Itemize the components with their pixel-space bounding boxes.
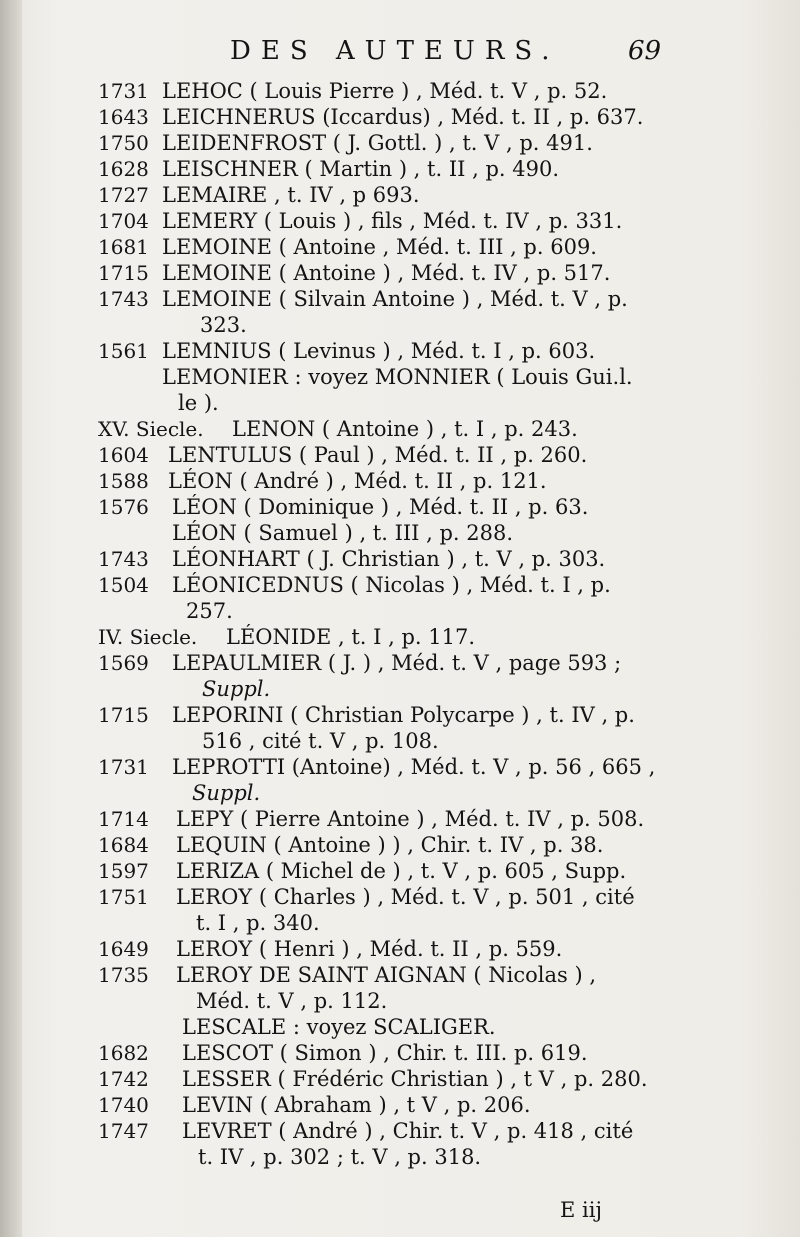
index-entry	[0, 962, 800, 988]
entry-text: LEICHNERUS (Iccardus) , Méd. t. II , p. 637.	[162, 105, 644, 129]
entry-text: LEPORINI ( Christian Polycarpe ) , t. IV , p.	[172, 703, 635, 727]
entry-year: 1649	[98, 937, 149, 961]
index-entry	[0, 364, 800, 390]
entry-year: 1576	[98, 495, 149, 519]
entry-year: IV. Siecle.	[98, 625, 198, 649]
index-entry	[0, 832, 800, 858]
entry-text: LEISCHNER ( Martin ) , t. II , p. 490.	[162, 157, 559, 181]
entry-year: 1731	[98, 79, 149, 103]
index-entry	[0, 728, 800, 754]
index-entry	[0, 1014, 800, 1040]
index-entry	[0, 390, 800, 416]
entry-text: LÉONIDE , t. I , p. 117.	[226, 625, 476, 649]
entry-year: 1561	[98, 339, 149, 363]
entry-year: 1735	[98, 963, 149, 987]
index-entry	[0, 546, 800, 572]
entry-text: LESCALE : voyez SCALIGER.	[182, 1015, 496, 1039]
entry-year: 1743	[98, 287, 149, 311]
entry-text: LESSER ( Frédéric Christian ) , t V , p. 280.	[182, 1067, 648, 1091]
entry-text: LENTULUS ( Paul ) , Méd. t. II , p. 260.	[168, 443, 588, 467]
entry-text: LEPROTTI (Antoine) , Méd. t. V , p. 56 , 665 ,	[172, 755, 656, 779]
index-entry	[0, 260, 800, 286]
entry-text: LÉONICEDNUS ( Nicolas ) , Méd. t. I , p.	[172, 573, 611, 597]
index-entry	[0, 988, 800, 1014]
entry-text: LEMONIER : voyez MONNIER ( Louis Gui.l.	[162, 365, 633, 389]
entry-year: 1628	[98, 157, 149, 181]
entry-year: 1604	[98, 443, 149, 467]
index-entry	[0, 1066, 800, 1092]
index-entry	[0, 468, 800, 494]
entry-text: LEROY DE SAINT AIGNAN ( Nicolas ) ,	[176, 963, 597, 987]
entry-year: 1751	[98, 885, 149, 909]
index-entry	[0, 338, 800, 364]
index-entry	[0, 858, 800, 884]
entry-text: Suppl.	[192, 781, 261, 805]
index-entry	[0, 1118, 800, 1144]
entry-text: LEMOINE ( Antoine ) , Méd. t. IV , p. 517.	[162, 261, 611, 285]
page-header	[0, 36, 800, 72]
index-entry	[0, 702, 800, 728]
entry-year: 1742	[98, 1067, 149, 1091]
entry-text: LEMNIUS ( Levinus ) , Méd. t. I , p. 603.	[162, 339, 596, 363]
entry-year: 1740	[98, 1093, 149, 1117]
index-entry	[0, 1040, 800, 1066]
index-entry	[0, 884, 800, 910]
index-entry	[0, 312, 800, 338]
entry-text: Méd. t. V , p. 112.	[196, 989, 388, 1013]
entry-text: LÉON ( André ) , Méd. t. II , p. 121.	[168, 469, 547, 493]
entry-text: t. IV , p. 302 ; t. V , p. 318.	[198, 1145, 482, 1169]
index-entry	[0, 806, 800, 832]
index-entry	[0, 130, 800, 156]
running-title: DES AUTEURS.	[230, 36, 560, 66]
page-number: 69	[628, 36, 662, 66]
index-entry	[0, 676, 800, 702]
index-entry	[0, 910, 800, 936]
entry-text: LEPY ( Pierre Antoine ) , Méd. t. IV , p. 508.	[176, 807, 645, 831]
index-entry	[0, 104, 800, 130]
entry-text: LEMAIRE , t. IV , p 693.	[162, 183, 420, 207]
index-entry	[0, 1092, 800, 1118]
entry-text: LERIZA ( Michel de ) , t. V , p. 605 , Supp.	[176, 859, 627, 883]
entry-text: Suppl.	[202, 677, 271, 701]
entry-year: 1684	[98, 833, 149, 857]
index-entry	[0, 286, 800, 312]
index-entry	[0, 520, 800, 546]
entry-year: 1682	[98, 1041, 149, 1065]
entry-year: 1747	[98, 1119, 149, 1143]
entry-year: 1750	[98, 131, 149, 155]
entry-text: LENON ( Antoine ) , t. I , p. 243.	[232, 417, 578, 441]
entry-text: LEROY ( Henri ) , Méd. t. II , p. 559.	[176, 937, 563, 961]
index-entry	[0, 780, 800, 806]
index-entry	[0, 182, 800, 208]
index-entry	[0, 78, 800, 104]
index-entry	[0, 156, 800, 182]
entry-year: 1597	[98, 859, 149, 883]
entry-text: LEROY ( Charles ) , Méd. t. V , p. 501 , cité	[176, 885, 635, 909]
index-entry	[0, 416, 800, 442]
entry-text: LEMERY ( Louis ) , fils , Méd. t. IV , p. 331.	[162, 209, 623, 233]
entry-year: 1704	[98, 209, 149, 233]
index-entry	[0, 754, 800, 780]
entry-year: 1643	[98, 105, 149, 129]
index-entry	[0, 442, 800, 468]
entry-text: 516 , cité t. V , p. 108.	[202, 729, 439, 753]
entry-year: 1715	[98, 261, 149, 285]
entry-year: 1727	[98, 183, 149, 207]
entry-text: 323.	[200, 313, 247, 337]
entry-text: LÉON ( Samuel ) , t. III , p. 288.	[172, 521, 514, 545]
entry-text: LEVIN ( Abraham ) , t V , p. 206.	[182, 1093, 531, 1117]
index-entry	[0, 234, 800, 260]
entry-year: 1681	[98, 235, 149, 259]
entry-text: LEMOINE ( Silvain Antoine ) , Méd. t. V , p.	[162, 287, 628, 311]
entry-year: 1731	[98, 755, 149, 779]
entry-text: LEQUIN ( Antoine ) ) , Chir. t. IV , p. 38.	[176, 833, 604, 857]
index-entry	[0, 936, 800, 962]
entry-year: 1715	[98, 703, 149, 727]
entry-text: LEPAULMIER ( J. ) , Méd. t. V , page 593 ;	[172, 651, 622, 675]
entry-text: LEVRET ( André ) , Chir. t. V , p. 418 , cité	[182, 1119, 634, 1143]
entry-text: 257.	[186, 599, 233, 623]
entry-text: LEMOINE ( Antoine , Méd. t. III , p. 609.	[162, 235, 597, 259]
index-entry	[0, 494, 800, 520]
signature-mark: E iij	[560, 1198, 602, 1222]
index-entry	[0, 1144, 800, 1170]
entry-year: 1714	[98, 807, 149, 831]
entry-text: le ).	[178, 391, 219, 415]
index-entry	[0, 208, 800, 234]
entry-year: 1569	[98, 651, 149, 675]
entry-year: 1743	[98, 547, 149, 571]
index-entry	[0, 572, 800, 598]
entry-year: 1588	[98, 469, 149, 493]
entry-year: XV. Siecle.	[98, 417, 204, 441]
entry-text: LÉON ( Dominique ) , Méd. t. II , p. 63.	[172, 495, 589, 519]
index-entry	[0, 598, 800, 624]
entry-year: 1504	[98, 573, 149, 597]
index-entry	[0, 650, 800, 676]
entry-text: LEIDENFROST ( J. Gottl. ) , t. V , p. 491.	[162, 131, 593, 155]
entry-text: t. I , p. 340.	[196, 911, 320, 935]
entry-text: LESCOT ( Simon ) , Chir. t. III. p. 619.	[182, 1041, 588, 1065]
entry-text: LEHOC ( Louis Pierre ) , Méd. t. V , p. 52.	[162, 79, 608, 103]
index-entry	[0, 624, 800, 650]
entry-text: LÉONHART ( J. Christian ) , t. V , p. 303.	[172, 547, 606, 571]
